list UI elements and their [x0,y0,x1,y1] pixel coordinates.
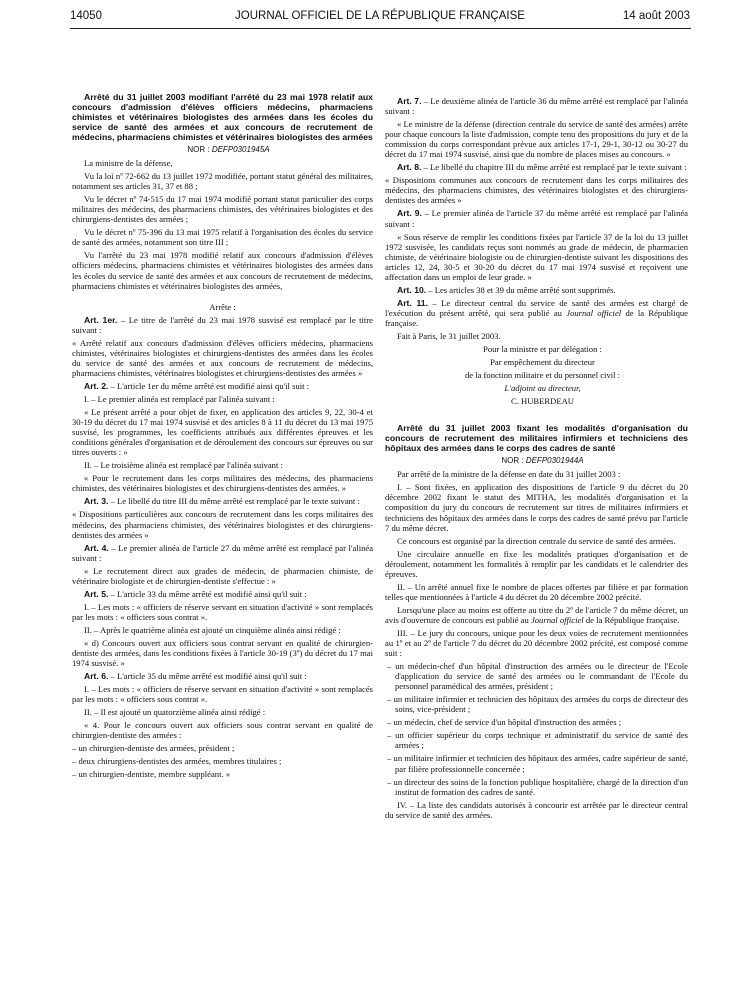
left-column [72,92,373,783]
list-item: – un médecin-chef d'un hôpital d'instruction des armées ou le directeur de l'Ecole d'application du service de santé des armées ou le commandant de l'Ecole du personnel paramédical des armées, président ; [387,661,688,692]
article-3-label: Art. 3. [84,496,109,507]
list-item: – un directeur des soins de la fonction publique hospitalière, chargé de la direction d'un institut de formation des cadres de santé. [387,776,688,797]
section-ii-2: Lorsqu'une place au moins est offerte au titre du 2º de l'article 7 du même décret, un avis d'ouverture de concours est publié au Journal officiel de la République française. [385,604,688,625]
nor-label: NOR : [501,456,524,466]
article-3-quote: « Dispositions particulières aux concours de recrutement dans les corps militaires des médecins, des pharmaciens chimistes, des vétérinaires biologistes et des chirurgiens-dentistes des armées » [72,509,373,540]
section-i-3: Une circulaire annuelle en fixe les modalités pratiques d'organisation et de déroulement, notamment les formalités à remplir par les candidats et le calendrier des épreuves. [385,548,688,579]
journal-officiel: Journal officiel [530,614,584,625]
article-2-label: Art. 2. [84,380,109,391]
article-1-label: Art. 1er. [84,314,118,325]
article-10-label: Art. 10. [397,284,427,295]
preamble-vu-3: Vu le décret nº 75-396 du 13 mai 1975 relatif à l'organisation des écoles du service de santé des armées, notamment son titre III ; [72,227,373,248]
page-header [70,10,690,26]
arrete-heading: Arrête : [209,301,236,312]
article-1-quote: « Arrêté relatif aux concours d'admission d'élèves officiers médecins, pharmaciens chimistes, vétérinaires biologistes et chirurgiens-dentistes des armées dans les écoles du service de santé des armées et aux concours de recrutement de médecins, pharmaciens chimistes, vétérinaires biologistes et chirurgiens-dentistes des armées » [72,337,373,378]
article-4-label: Art. 4. [84,542,109,553]
article-6-i: I. – Les mots : « officiers de réserve servant en situation d'activité » sont remplacés par les mots : « officiers sous contrat ». [72,684,373,705]
right-column [385,96,688,823]
article-8-quote: « Dispositions communes aux concours de recrutement dans les corps militaires des médecins, des pharmaciens chimistes, des vétérinaires biologistes et des chirurgiens-dentistes des armées » [385,175,688,206]
article-8: Art. 8. – Le libellé du chapitre III du même arrêté est remplacé par le texte suivant : [397,162,687,173]
article-2: Art. 2. – L'article 1er du même arrêté est modifié ainsi qu'il suit : [84,380,310,391]
article-2-i: I. – Le premier alinéa est remplacé par l'alinéa suivant : [84,393,275,404]
article-11-label: Art. 11. [397,297,428,308]
header-rule [70,28,691,29]
section-ii: II. – Un arrêté annuel fixe le nombre de places offertes par filière et par formation telles que mentionnées à l'article 4 du décret du 20 décembre 2002 précité. [385,581,688,602]
article-2-i-quote: « Le présent arrêté a pour objet de fixer, en application des articles 9, 22, 30-4 et 30-19 du décret du 17 mai 1974 susvisé et des articles 8 à 11 du décret du 13 mai 1975 susvisé, les programmes, les coefficients attribués aux différentes épreuves et les conditions générales d'organisation et de déroulement des concours sur épreuves ou sur titres ouverts : » [72,407,373,458]
article-9-quote: « Sous réserve de remplir les conditions fixées par l'article 37 de la loi du 13 juillet 1972 susvisée, les candidats reçus sont nommés au grade de médecin, de pharmacien chimiste, de vétérinaire biologiste ou de chirurgien-dentiste suivant les dispositions des articles 12, 24, 30-5 et 30-20 du décret du 17 mai 1974 susvisé et reçoivent une affectation dans un emploi de leur grade. » [385,231,688,282]
preamble-vu-4: Vu l'arrêté du 23 mai 1978 modifié relatif aux concours d'admission d'élèves officiers médecins, pharmaciens chimistes et vétérinaires biologistes des armées dans les écoles du service de santé des armées et aux concours de recrutement de médecins, pharmaciens chimistes et vétérinaires biologistes des armées, [72,250,373,291]
list-item: – un chirurgien-dentiste des armées, président ; [72,743,235,754]
list-item: – un officier supérieur du corps technique et administratif du service de santé des armées ; [387,730,688,751]
nor-reference-2 [385,456,688,466]
signature-line-4: L'adjoint au directeur, [504,383,581,394]
article-3: Art. 3. – Le libellé du titre III du même arrêté est remplacé par le texte suivant : [84,496,360,507]
decree-intro: Par arrêté de la ministre de la défense en date du 31 juillet 2003 : [397,469,621,480]
issue-date: 14 août 2003 [622,10,690,22]
signatory-name: C. HUBERDEAU [510,396,575,407]
list-item: – un militaire infirmier et technicien des hôpitaux des armées, cadre supérieur de santé, par filière professionnelle concernée ; [387,753,688,774]
journal-officiel: Journal officiel [566,307,622,318]
list-item: – un chirurgien-dentiste, membre suppléant. » [72,769,231,780]
nor-code: DEFP0301945A [211,145,270,154]
nor-code: DEFP0301944A [525,456,584,466]
article-11: Art. 11. – Le directeur central du service de santé des armées est chargé de l'exécution du présent arrêté, qui sera publié au Journal officiel de la République française. [385,297,688,328]
article-6-ii: II. – Il est ajouté un quatorzième alinéa ainsi rédigé : [84,707,266,718]
list-item: – un médecin, chef de service d'un hôpital d'instruction des armées ; [387,717,622,728]
list-item: – un militaire infirmier et technicien des hôpitaux des armées du corps de directeur des soins, vice-président ; [387,694,688,715]
article-1: Art. 1er. – Le titre de l'arrêté du 23 mai 1978 susvisé est remplacé par le titre suivant : [72,314,373,335]
article-5: Art. 5. – L'article 33 du même arrêté est modifié ainsi qu'il suit : [84,588,307,599]
section-i: I. – Sont fixées, en application des dispositions de l'article 9 du décret du 20 décembre 2002 fixant le statut des MITHA, les modalités d'organisation et la composition du jury du concours de recrutement sur titres de militaires infirmiers et techniciens des hôpitaux des armées dans le corps des cadres de santé prévu par l'article 7 du même décret. [385,482,688,533]
page-number: 14050 [70,10,102,22]
article-7: Art. 7. – Le deuxième alinéa de l'article 36 du même arrêté est remplacé par l'alinéa suivant : [385,96,688,117]
article-5-i: I. – Les mots : « officiers de réserve servant en situation d'activité » sont remplacés par les mots : « officiers sous contrat ». [72,601,373,622]
article-7-label: Art. 7. [397,96,422,106]
article-7-quote: « Le ministre de la défense (direction centrale du service de santé des armées) arrête pour chaque concours la liste d'admission, compte tenu des propositions du jury et de la commission du corps correspondant prévue aux articles 17-1, 29-1, 30-12 ou 30-27 du décret du 17 mai 1974 susvisé, ainsi que du nombre de places mises au concours. » [385,119,688,160]
article-6: Art. 6. – L'article 35 du même arrêté est modifié ainsi qu'il suit : [84,671,307,682]
signature-line-1: Pour la ministre et par délégation : [483,344,602,355]
article-6-label: Art. 6. [84,671,109,682]
section-iv: IV. – La liste des candidats autorisés à concourir est arrêtée par le directeur central du service de santé des armées. [385,799,688,820]
preamble-vu-1: Vu la loi nº 72-662 du 13 juillet 1972 modifiée, portant statut général des militaires, notamment ses articles 31, 37 et 88 ; [72,171,373,192]
article-4: Art. 4. – Le premier alinéa de l'article 27 du même arrêté est remplacé par l'alinéa suivant : [72,542,374,563]
article-10: Art. 10. – Les articles 38 et 39 du même arrêté sont supprimés. [397,284,616,295]
section-i-2: Ce concours est organisé par la direction centrale du service de santé des armées. [397,535,676,546]
article-5-ii-quote: « d) Concours ouvert aux officiers sous contrat servant en qualité de chirurgien-dentiste des armées, dans les conditions fixées à l'article 30-19 (3º) du décret du 17 mai 1974 susvisé. » [72,637,373,669]
decree-title: Arrêté du 31 juillet 2003 modifiant l'arrêté du 23 mai 1978 relatif aux concours d'admission d'élèves officiers médecins, pharmaciens chimistes et vétérinaires biologistes des armées dans les écoles du service de santé des armées et aux concours de recrutement de médecins, pharmaciens chimistes et vétérinaires biologistes des armées [72,92,373,142]
article-9-label: Art. 9. [397,208,422,219]
signature-line-3: de la fonction militaire et du personnel civil : [464,370,621,381]
signature-line-2: Par empêchement du directeur [490,357,595,368]
article-6-ii-quote: « 4. Pour le concours ouvert aux officiers sous contrat servant en qualité de chirurgien-dentiste des armées : [72,720,373,741]
article-8-label: Art. 8. [397,162,422,173]
section-iii: III. – Le jury du concours, unique pour les deux voies de recrutement mentionnées au 1º et au 2º de l'article 7 du décret du 20 décembre 2002 précité, est composé comme suit : [385,627,688,659]
article-2-ii: II. – Le troisième alinéa est remplacé par l'alinéa suivant : [84,460,283,471]
article-9: Art. 9. – Le premier alinéa de l'article 37 du même arrêté est remplacé par l'alinéa suivant : [385,208,688,229]
list-item: – deux chirurgiens-dentistes des armées, membres titulaires ; [72,756,282,767]
nor-reference [72,145,373,155]
article-2-ii-quote: « Pour le recrutement dans les corps militaires des médecins, des pharmaciens chimistes, des vétérinaires biologistes et des chirurgiens-dentistes des armées. » [72,473,373,494]
preamble-minister: La ministre de la défense, [84,158,173,169]
article-5-ii: II. – Après le quatrième alinéa est ajouté un cinquième alinéa ainsi rédigé : [84,624,341,635]
journal-title: JOURNAL OFFICIEL DE LA RÉPUBLIQUE FRANÇAISE [235,10,525,22]
preamble-vu-2: Vu le décret nº 74-515 du 17 mai 1974 modifié portant statut particulier des corps militaires des médecins, des pharmaciens chimistes, des vétérinaires biologistes et des chirurgiens-dentistes des armées ; [72,194,373,225]
decree-title-2: Arrêté du 31 juillet 2003 fixant les modalités d'organisation du concours de recrutement des militaires infirmiers et techniciens des hôpitaux des armées dans le corps des cadres de santé [385,423,688,454]
done-at-paris: Fait à Paris, le 31 juillet 2003. [397,330,501,341]
nor-label: NOR : [187,145,210,154]
article-5-label: Art. 5. [84,588,109,599]
article-4-quote: « Le recrutement direct aux grades de médecin, de pharmacien chimiste, de vétérinaire biologiste et de chirurgien-dentiste s'effectue : » [72,565,373,586]
